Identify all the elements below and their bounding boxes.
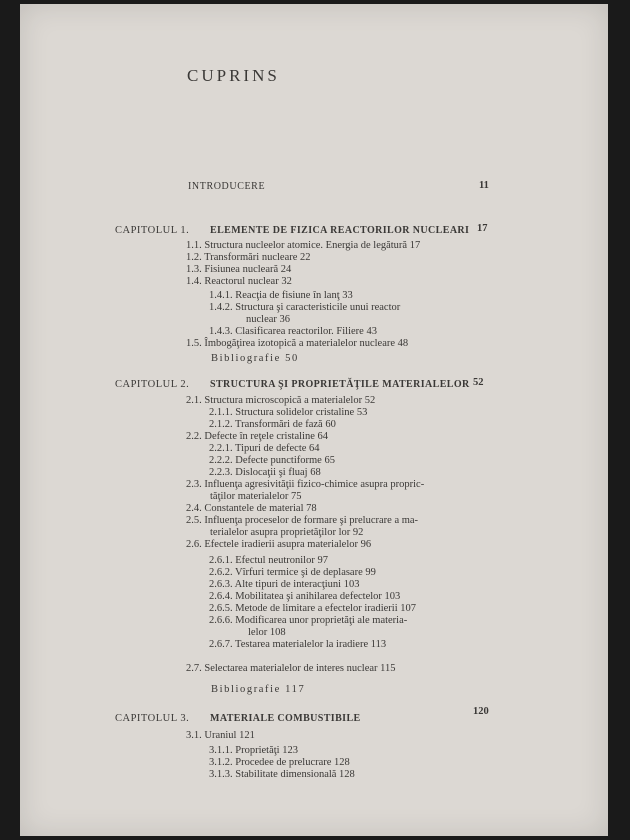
page-title: CUPRINS bbox=[187, 66, 280, 85]
toc-entry: 2.1. Structura microscopică a materialelor 52 bbox=[186, 395, 376, 406]
chapter-1-label: CAPITOLUL 1. bbox=[115, 225, 190, 236]
toc-entry: 1.1. Structura nucleelor atomice. Energia de legătură 17 bbox=[186, 240, 421, 251]
chapter-2-title: STRUCTURA ŞI PROPRIETĂŢILE MATERIALELOR bbox=[210, 379, 470, 390]
toc-entry: 2.6. Efectele iradierii asupra materialelor 96 bbox=[186, 539, 372, 550]
toc-entry: 2.2.1. Tipuri de defecte 64 bbox=[209, 443, 320, 454]
toc-entry: 2.6.6. Modificarea unor proprietăţi ale materia- bbox=[209, 615, 408, 626]
bibliography-entry: Bibliografie 50 bbox=[211, 353, 299, 364]
toc-entry: 2.6.7. Testarea materialelor la iradiere 113 bbox=[209, 639, 387, 650]
toc-entry: 1.4.3. Clasificarea reactorilor. Filiere 43 bbox=[209, 326, 377, 337]
toc-entry: 1.2. Transformări nucleare 22 bbox=[186, 252, 311, 263]
toc-entry: 2.7. Selectarea materialelor de interes nuclear 115 bbox=[186, 663, 396, 674]
intro-label: INTRODUCERE bbox=[188, 181, 266, 192]
toc-entry: 2.6.4. Mobilitatea şi anihilarea defectelor 103 bbox=[209, 591, 401, 602]
toc-entry: 2.4. Constantele de material 78 bbox=[186, 503, 317, 514]
toc-entry: 2.5. Influenţa proceselor de formare şi prelucrare a ma- bbox=[186, 515, 419, 526]
toc-entry: 2.2.2. Defecte punctiforme 65 bbox=[209, 455, 335, 466]
book-page bbox=[20, 4, 608, 836]
toc-entry: 3.1.3. Stabilitate dimensională 128 bbox=[209, 769, 355, 780]
toc-entry: 1.4.2. Structura şi caracteristicile unui reactor bbox=[209, 302, 401, 313]
toc-entry: 3.1.2. Procedee de prelucrare 128 bbox=[209, 757, 350, 768]
toc-entry: 1.5. Îmbogăţirea izotopică a materialelor nucleare 48 bbox=[186, 338, 409, 349]
toc-entry: 2.3. Influenţa agresivităţii fizico-chimice asupra propric- bbox=[186, 479, 425, 490]
toc-entry: 1.4. Reactorul nuclear 32 bbox=[186, 276, 292, 287]
toc-entry: 2.2.3. Dislocaţii şi fluaj 68 bbox=[209, 467, 321, 478]
toc-entry: 3.1.1. Proprietăţi 123 bbox=[209, 745, 298, 756]
toc-entry: tăţilor materialelor 75 bbox=[210, 491, 302, 502]
toc-entry: 2.6.5. Metode de limitare a efectelor iradierii 107 bbox=[209, 603, 417, 614]
chapter-3-title: MATERIALE COMBUSTIBILE bbox=[210, 713, 361, 724]
toc-entry: 2.1.2. Transformări de fază 60 bbox=[209, 419, 336, 430]
toc-entry: 2.2. Defecte în reţele cristaline 64 bbox=[186, 431, 328, 442]
toc-entry: 1.4.1. Reacţia de fisiune în lanţ 33 bbox=[209, 290, 353, 301]
chapter-3-page: 120 bbox=[473, 706, 489, 717]
toc-entry: 2.6.2. Vîrfuri termice şi de deplasare 99 bbox=[209, 567, 376, 578]
toc-entry: lelor 108 bbox=[248, 627, 286, 638]
intro-page: 11 bbox=[479, 180, 489, 191]
toc-entry: nuclear 36 bbox=[246, 314, 291, 325]
chapter-1-page: 17 bbox=[477, 223, 488, 234]
toc-entry: 2.6.3. Alte tipuri de interacţiuni 103 bbox=[209, 579, 360, 590]
toc-entry: 3.1. Uraniul 121 bbox=[186, 730, 255, 741]
chapter-3-label: CAPITOLUL 3. bbox=[115, 713, 190, 724]
chapter-1-title: ELEMENTE DE FIZICA REACTORILOR NUCLEARI bbox=[210, 225, 470, 236]
toc-entry: 2.1.1. Structura solidelor cristaline 53 bbox=[209, 407, 368, 418]
toc-entry: 1.3. Fisiunea nucleară 24 bbox=[186, 264, 292, 275]
chapter-2-label: CAPITOLUL 2. bbox=[115, 379, 190, 390]
toc-entry: 2.6.1. Efectul neutronilor 97 bbox=[209, 555, 328, 566]
bibliography-entry: Bibliografie 117 bbox=[211, 684, 306, 695]
toc-entry: terialelor asupra proprietăţilor lor 92 bbox=[210, 527, 364, 538]
chapter-2-page: 52 bbox=[473, 377, 484, 388]
